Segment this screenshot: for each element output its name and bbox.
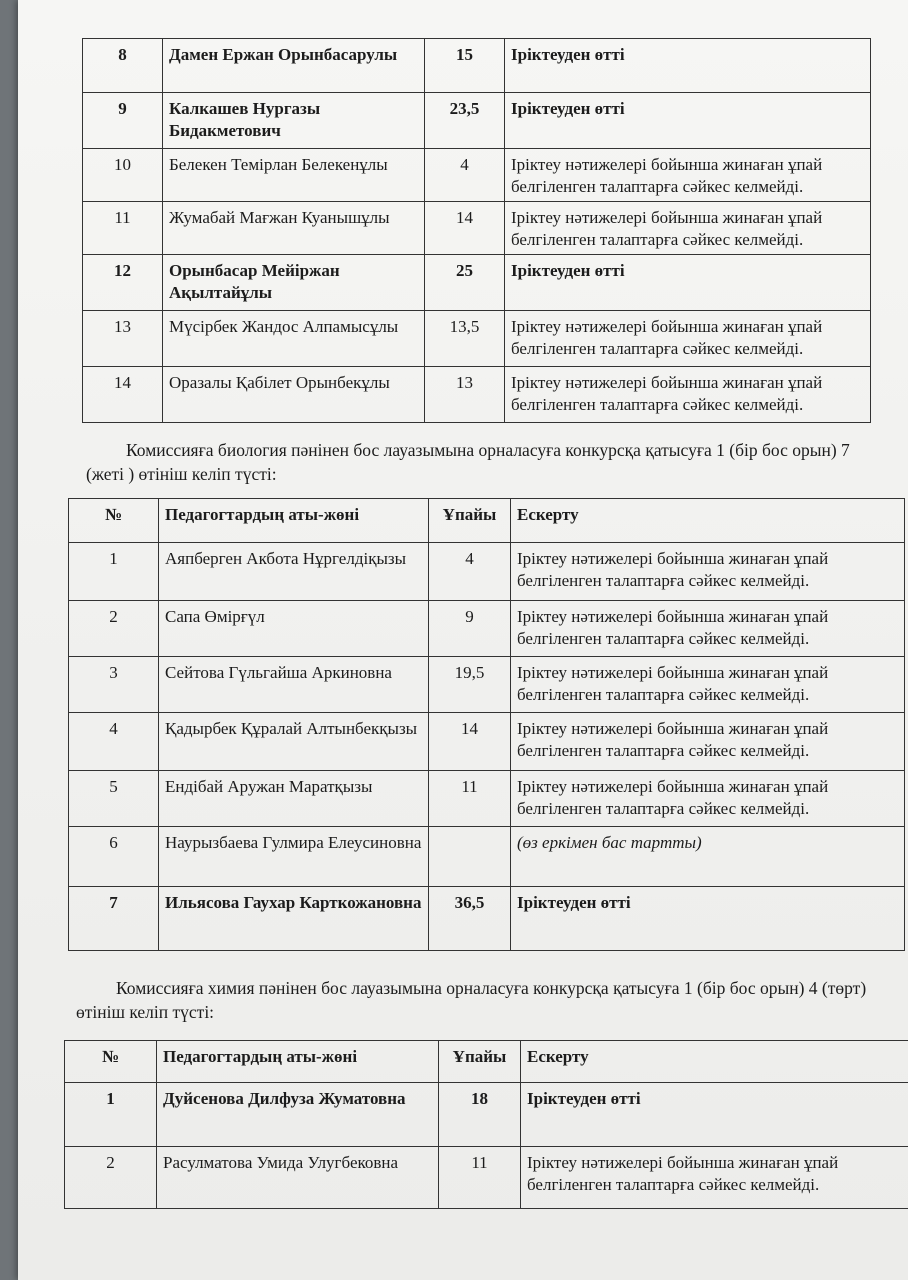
table-row [83,255,871,311]
applicant-score: 11 [429,771,511,827]
row-number: 6 [69,827,159,887]
applicant-name: Дамен Ержан Орынбасарулы [163,39,425,93]
row-number: 13 [83,311,163,367]
table-row [83,311,871,367]
applicant-note: Іріктеу нәтижелері бойынша жинаған ұпай белгіленген талаптарға сәйкес келмейді. [511,771,905,827]
applicant-score: 23,5 [425,93,505,149]
applicant-note: Іріктеу нәтижелері бойынша жинаған ұпай белгіленген талаптарға сәйкес келмейді. [521,1147,908,1209]
applicant-score: 14 [429,713,511,771]
applicant-note: Іріктеуден өтті [511,887,905,951]
applicant-name: Сапа Өмірғүл [159,601,429,657]
biology-paragraph: Комиссияға биология пәнінен бос лауазымына орналасуға конкурсқа қатысуға 1 (бір бос орын) 7 (жеті ) өтініш келіп түсті: [86,440,850,484]
applicant-note: Іріктеуден өтті [505,39,871,93]
applicant-score: 19,5 [429,657,511,713]
applicant-note: Іріктеуден өтті [505,93,871,149]
applicant-name: Сейтова Гүльгайша Аркиновна [159,657,429,713]
table-row [83,202,871,255]
header-number: № [65,1041,157,1083]
table-row [69,827,905,887]
table-row [69,887,905,951]
row-number: 5 [69,771,159,827]
applicant-score: 13 [425,367,505,423]
row-number: 7 [69,887,159,951]
row-number: 2 [65,1147,157,1209]
applicant-note: Іріктеу нәтижелері бойынша жинаған ұпай белгіленген талаптарға сәйкес келмейді. [511,657,905,713]
applicant-score [429,827,511,887]
applicant-name: Калкашев Нургазы Бидакметович [163,93,425,149]
row-number: 4 [69,713,159,771]
header-name: Педагогтардың аты-жөні [159,499,429,543]
document-page [18,0,908,1280]
applicant-score: 13,5 [425,311,505,367]
applicant-note: Іріктеуден өтті [505,255,871,311]
applicant-note: Іріктеу нәтижелері бойынша жинаған ұпай белгіленген талаптарға сәйкес келмейді. [505,367,871,423]
applicant-name: Ильясова Гаухар Карткожановна [159,887,429,951]
applicant-note: (өз еркімен бас тартты) [511,827,905,887]
table-row [69,543,905,601]
table-row [69,601,905,657]
row-number: 9 [83,93,163,149]
applicant-score: 9 [429,601,511,657]
table-row [65,1147,908,1209]
table-row [83,39,871,93]
applicant-name: Қадырбек Құралай Алтынбекқызы [159,713,429,771]
header-score: Ұпайы [439,1041,521,1083]
applicants-table-continued [82,38,871,423]
applicant-score: 14 [425,202,505,255]
applicant-score: 18 [439,1083,521,1147]
applicant-note: Іріктеу нәтижелері бойынша жинаған ұпай белгіленген талаптарға сәйкес келмейді. [511,601,905,657]
applicant-score: 4 [429,543,511,601]
header-name: Педагогтардың аты-жөні [157,1041,439,1083]
applicant-score: 15 [425,39,505,93]
table-row [69,713,905,771]
table-row [83,367,871,423]
applicant-name: Жумабай Мағжан Куанышұлы [163,202,425,255]
applicant-note: Іріктеу нәтижелері бойынша жинаған ұпай белгіленген талаптарға сәйкес келмейді. [511,543,905,601]
chemistry-applicants-table [64,1040,908,1209]
row-number: 8 [83,39,163,93]
applicant-note: Іріктеу нәтижелері бойынша жинаған ұпай белгіленген талаптарға сәйкес келмейді. [505,202,871,255]
biology-applicants-table [68,498,905,951]
applicant-name: Дуйсенова Дилфуза Жуматовна [157,1083,439,1147]
applicant-score: 25 [425,255,505,311]
table-row [69,771,905,827]
applicant-name: Расулматова Умида Улугбековна [157,1147,439,1209]
applicant-note: Іріктеуден өтті [521,1083,908,1147]
row-number: 1 [65,1083,157,1147]
table-row [83,93,871,149]
applicant-name: Наурызбаева Гулмира Елеусиновна [159,827,429,887]
applicant-name: Орынбасар Мейіржан Ақылтайұлы [163,255,425,311]
header-number: № [69,499,159,543]
applicant-score: 11 [439,1147,521,1209]
header-score: Ұпайы [429,499,511,543]
table-row [65,1083,908,1147]
header-note: Ескерту [521,1041,908,1083]
row-number: 10 [83,149,163,202]
row-number: 12 [83,255,163,311]
chemistry-paragraph: Комиссияға химия пәнінен бос лауазымына орналасуға конкурсқа қатысуға 1 (бір бос орын) 4 (төрт) өтініш келіп түсті: [76,978,867,1022]
applicant-score: 36,5 [429,887,511,951]
applicant-note: Іріктеу нәтижелері бойынша жинаған ұпай белгіленген талаптарға сәйкес келмейді. [511,713,905,771]
applicant-note: Іріктеу нәтижелері бойынша жинаған ұпай белгіленген талаптарға сәйкес келмейді. [505,311,871,367]
row-number: 2 [69,601,159,657]
applicant-score: 4 [425,149,505,202]
table-row [83,149,871,202]
row-number: 14 [83,367,163,423]
header-note: Ескерту [511,499,905,543]
applicant-name: Оразалы Қабілет Орынбекұлы [163,367,425,423]
applicant-name: Ендібай Аружан Маратқызы [159,771,429,827]
applicant-name: Аяпберген Акбота Нұргелдіқызы [159,543,429,601]
row-number: 11 [83,202,163,255]
table-row [69,657,905,713]
row-number: 3 [69,657,159,713]
row-number: 1 [69,543,159,601]
applicant-name: Белекен Темірлан Белекенұлы [163,149,425,202]
applicant-note: Іріктеу нәтижелері бойынша жинаған ұпай белгіленген талаптарға сәйкес келмейді. [505,149,871,202]
applicant-name: Мүсірбек Жандос Алпамысұлы [163,311,425,367]
